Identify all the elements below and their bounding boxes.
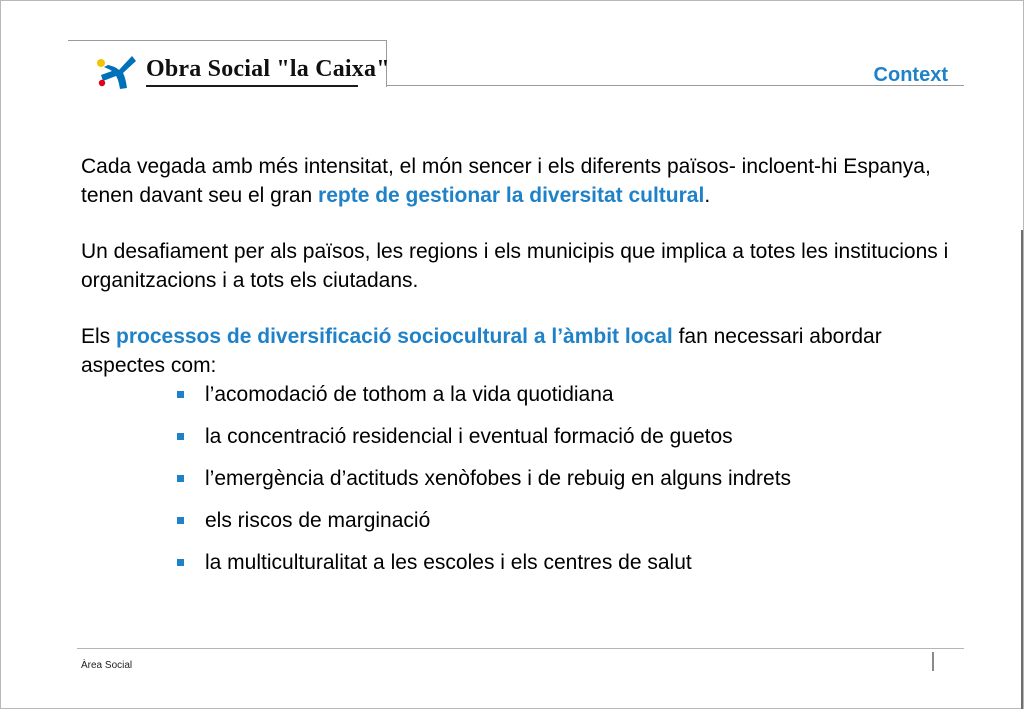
aspects-list [81,380,961,590]
list-item [177,548,961,590]
square-bullet-icon [177,391,184,398]
paragraph-text: Cada vegada amb més intensitat, el món sencer i els diferents països- incloent-hi Espanya, tenen davant seu el gran [81,155,931,207]
highlight-text: processos de diversificació sociocultural a l’àmbit local [116,325,673,348]
square-bullet-icon [177,475,184,482]
section-title: Context [873,64,948,86]
list-item [177,506,961,548]
list-item-text: els riscos de marginació [205,509,431,532]
paragraph-text: fan necessari abordar aspectes com: [81,325,882,377]
paragraph-local-processes [81,322,961,380]
slide-body [81,152,961,590]
list-item-text: la multiculturalitat a les escoles i els centres de salut [205,551,692,574]
list-item [177,380,961,422]
list-item [177,422,961,464]
highlight-text: repte de gestionar la diversitat cultural [318,184,705,207]
logo-underline [146,85,358,87]
paragraph-text: . [704,184,711,207]
square-bullet-icon [177,559,184,566]
footer-divider [77,648,964,649]
footer-label: Àrea Social [81,660,133,671]
paragraph-text: Els [81,325,117,348]
list-item-text: l’emergència d’actituds xenòfobes i de rebuig en alguns indrets [205,467,792,490]
paragraph-challenge-scope: Un desafiament per als països, les regions i els municipis que implica a totes les institucions i organitzacions i a tots els ciutadans. [81,240,949,292]
square-bullet-icon [177,517,184,524]
footer-tick-mark [932,652,934,671]
paragraph-diversity-challenge [81,152,961,210]
list-item-text: la concentració residencial i eventual formació de guetos [205,425,733,448]
list-item [177,464,961,506]
slide-edge-shadow [1021,230,1023,709]
list-item-text: l’acomodació de tothom a la vida quotidiana [205,383,614,406]
square-bullet-icon [177,433,184,440]
logo-wordmark: Obra Social "la Caixa" [146,56,390,82]
caixa-star-icon [92,52,140,92]
